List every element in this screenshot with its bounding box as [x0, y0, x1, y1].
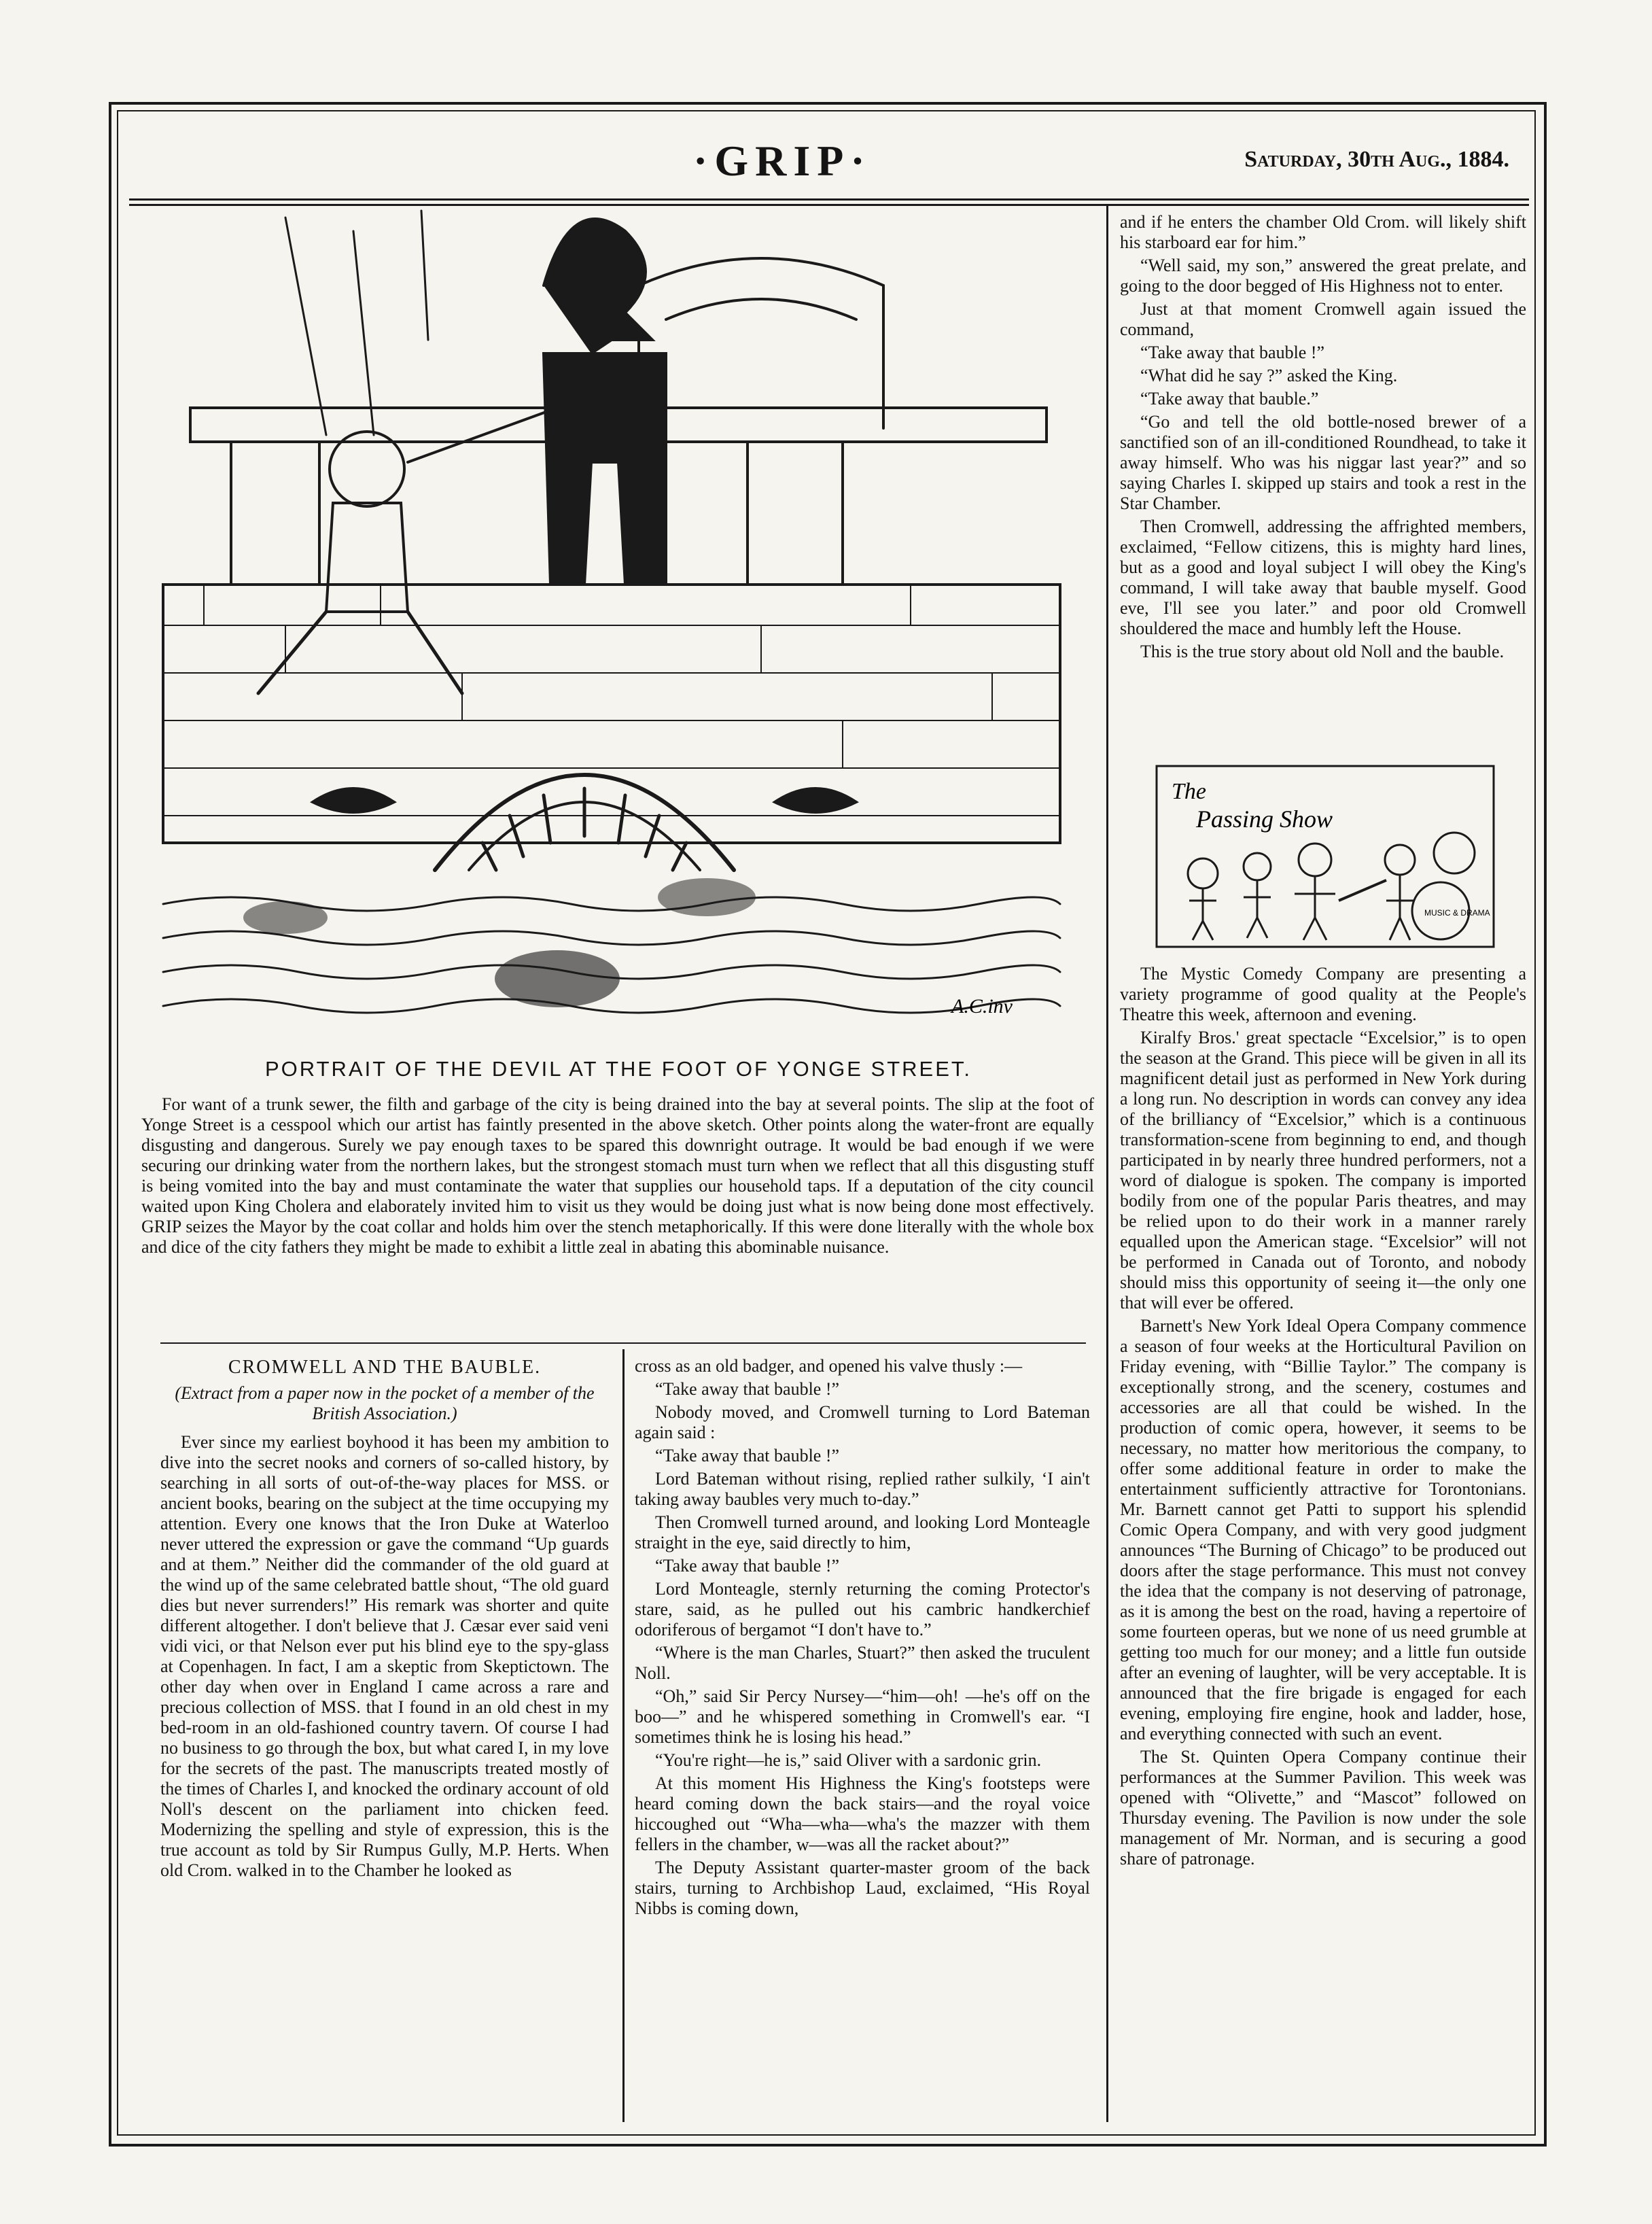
drum-label: MUSIC & DRAMA [1424, 908, 1490, 918]
article-paragraph: and if he enters the chamber Old Crom. will likely shift his starboard ear for him.” [1120, 212, 1526, 252]
article-paragraph: “Take away that bauble !” [655, 1556, 840, 1576]
article-paragraph: “Take away that bauble !” [655, 1446, 840, 1465]
article-paragraph: Ever since my earliest boyhood it has been my ambition to dive into the secret nooks and corners of so-called history, by searching in all sorts of out-of-the-way places for MSS. or ancient books, bearing on the subject at the time occupying my attention. Every one knows that the Iron Duke at Waterloo never uttered the expression or gave the command “Up guards and at them.” Neither did the commander of the old guard at the wind up of the same celebrated battle shout, “The old guard dies but never surrenders!” His remark was shorter and quite different altogether. I don't believe that J. Cæsar ever said veni vidi vici, or that Nelson ever put his blind eye to the spy-glass at Copenhagen. In fact, I am a skeptic from Skeptictown. The other day when over in England I came across a rare and precious collection of MSS. that I found in an old chest in my bed-room in an old-fashioned country tavern. Of course I had no business to go through the box, but what cared I, in my love for the secrets of the past. The manuscripts treated mostly of the times of Charles I, and knocked the ordinary account of old Noll's descent on the parliament into chicken feed. Modernizing the spelling and style of expression, this is the true account as told by Sir Rumpus Gully, M.P. Herts. When old Crom. walked in to the Chamber he looked as [160, 1432, 609, 1880]
article-paragraph: The St. Quinten Opera Company continue their performances at the Summer Pavilion. This week was opened with “Olivette,” and “Mascot” followed on Thursday evening. The Pavilion is now under the sole management of Mr. Norman, and is securing a good share of patronage. [1120, 1747, 1526, 1869]
column-divider-right [1106, 205, 1108, 2122]
article-paragraph: Just at that moment Cromwell again issued the command, [1120, 299, 1526, 339]
article-paragraph: The Deputy Assistant quarter-master groom of the back stairs, turning to Archbishop Laud, exclaimed, “His Royal Nibbs is coming down, [635, 1858, 1090, 1918]
cartoon-article [141, 1094, 1094, 1260]
passing-show-title: Passing Show [1196, 805, 1333, 833]
article-paragraph: This is the true story about old Noll and the bauble. [1140, 642, 1505, 661]
article-paragraph: “You're right—he is,” said Oliver with a sardonic grin. [655, 1750, 1042, 1770]
masthead-title: ·GRIP· [693, 137, 872, 185]
cartoon-signature: A.C.inv [951, 995, 1013, 1018]
article-paragraph: “Go and tell the old bottle-nosed brewer of a sanctified son of an ill-conditioned Roundhead, to take it away himself. Who was his niggar last year?” and so saying Charles I. skipped up stairs and took a rest in the Star Chamber. [1120, 412, 1526, 513]
right-column-top [1120, 212, 1526, 665]
article-subheading: (Extract from a paper now in the pocket of a member of the British Association.) [175, 1383, 595, 1423]
article-paragraph: cross as an old badger, and opened his valve thusly :— [635, 1356, 1023, 1376]
article-paragraph: Lord Monteagle, sternly returning the coming Protector's stare, said, as he pulled out his cambric handkerchief odoriferous of bergamot “I don't have to.” [635, 1579, 1090, 1639]
article-paragraph: At this moment His Highness the King's footsteps were heard coming down the back stairs—and the royal voice hiccoughed out “Wha—wha—wha's the mazzer with them fellers in the chamber, w—was all the racket about?” [635, 1773, 1090, 1854]
article-paragraph: “Take away that bauble !” [1140, 343, 1325, 362]
article-paragraph: Lord Bateman without rising, replied rather sulkily, ‘I ain't taking away baubles very much to-day.” [635, 1469, 1090, 1509]
passing-show-illustration [1155, 765, 1495, 948]
article-paragraph: Then Cromwell, addressing the affrighted members, exclaimed, “Fellow citizens, this is mighty hard lines, but as a good and loyal subject I will obey the King's command, I will take away that bauble myself. Good eve, I'll see you later.” and poor old Cromwell shouldered the mace and humbly left the House. [1120, 517, 1526, 638]
right-column-bottom [1120, 964, 1526, 1872]
masthead-rule [129, 198, 1529, 201]
article-paragraph: Nobody moved, and Cromwell turning to Lord Bateman again said : [635, 1402, 1090, 1442]
article-paragraph: Barnett's New York Ideal Opera Company commence a season of four weeks at the Horticultural Pavilion on Friday evening, with “Billie Taylor.” The company is exceptionally strong, and the scenery, costumes and accessories are all that could be wished. In the production of comic opera, however, it seems to be necessary, no matter how meritorious the company, to offer some additional feature in order to make the entertainment sufficiently attractive for Torontonians. Mr. Barnett cannot get Patti to support his splendid Comic Opera Company, and with very good judgment announces “The Burning of Chicago” to be produced out doors after the stage performance. This must not convey the idea that the company is not deserving of patronage, as it is among the best on the road, having a repertoire of some fourteen operas, but we none of us need grumble at getting too much for our money; and a little fun outside after an evening of laughter, will be very acceptable. It is announced that the fire brigade is engaged for each evening, employing fire engine, hook and ladder, hose, and everything connected with such an event. [1120, 1316, 1526, 1743]
cartoon-caption: PORTRAIT OF THE DEVIL AT THE FOOT OF YONGE STREET. [265, 1057, 972, 1081]
article-paragraph: “Where is the man Charles, Stuart?” then asked the truculent Noll. [635, 1643, 1090, 1683]
devil-cartoon-illustration [150, 204, 1087, 1054]
article-paragraph: The Mystic Comedy Company are presenting a variety programme of good quality at the People's Theatre this week, afternoon and evening. [1120, 964, 1526, 1024]
article-paragraph: “Well said, my son,” answered the great prelate, and going to the door begged of His Highness not to enter. [1120, 256, 1526, 296]
article-paragraph: “Take away that bauble.” [1140, 389, 1319, 409]
column-divider-middle [622, 1349, 625, 2122]
article-paragraph: “What did he say ?” asked the King. [1140, 366, 1398, 385]
article-heading: CROMWELL AND THE BAUBLE. [228, 1357, 542, 1378]
cromwell-article-col2 [635, 1356, 1090, 1922]
cartoon-paragraph: For want of a trunk sewer, the filth and garbage of the city is being drained into the bay at several points. The slip at the foot of Yonge Street is a cesspool which our artist has faintly presented in the above sketch. Other points along the water-front are equally disgusting and dangerous. Surely we pay enough taxes to be spared this downright outrage. It would be bad enough if we were securing our drinking water from the northern lakes, but the strongest stomach must turn when we reflect that all this disgusting stuff is being vomited into the bay and must contaminate the water that supplies our household taps. If a deputation of the city council waited upon King Cholera and elaborately invited him to visit us they would be doing just what is now being done most effectively. GRIP seizes the Mayor by the coat collar and holds him over the stench metaphorically. If this were done literally with the whole box and dice of the city fathers they might be made to exhibit a little zeal in abating this abominable nuisance. [141, 1094, 1094, 1257]
article-paragraph: Then Cromwell turned around, and looking Lord Monteagle straight in the eye, said directly to him, [635, 1512, 1090, 1552]
masthead-date: Saturday, 30th Aug., 1884. [1244, 147, 1509, 172]
passing-show-title-the: The [1172, 779, 1206, 804]
section-divider [160, 1342, 1086, 1344]
cromwell-article-col1 [160, 1356, 609, 1883]
article-paragraph: Kiralfy Bros.' great spectacle “Excelsior,” is to open the season at the Grand. This piece will be given in all its magnificent detail just as performed in New York during a long run. No description in words can convey any idea of the brilliancy of “Excelsior,” which is a continuous transformation-scene from beginning to end, and though participated in by nearly three hundred performers, not a word of dialogue is spoken. The company is imported bodily from one of the popular Paris theatres, and may be relied upon to do their work in a manner rarely equalled upon the American stage. “Excelsior” will not be performed in Canada out of Toronto, and nobody should miss this opportunity of seeing it—the only one that will ever be offered. [1120, 1028, 1526, 1313]
article-paragraph: “Take away that bauble !” [655, 1379, 840, 1399]
article-paragraph: “Oh,” said Sir Percy Nursey—“him—oh! —he's off on the boo—” and he whispered something in Cromwell's ear. “I sometimes think he is losing his head.” [635, 1686, 1090, 1747]
